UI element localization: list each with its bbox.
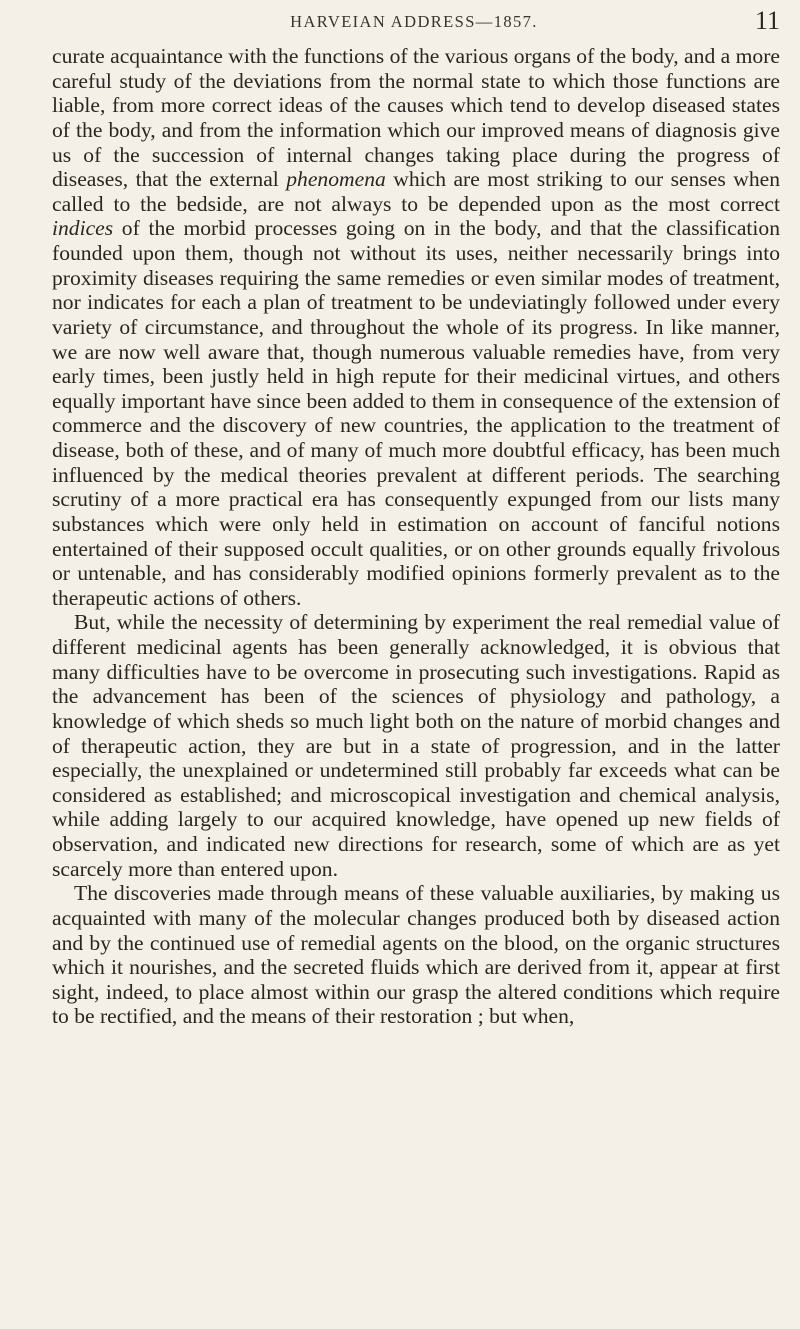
paragraph-2 [52,610,780,881]
text-run: The discoveries made through means of these valuable auxiliaries, by making us acquainted with many of the molecular changes produced both by diseased action and by the continued use of remedial agents on the blood, on the organic structures which it nourishes, and the secreted fluids which are derived from it, appear at first sight, indeed, to place almost within our grasp the altered conditions which require to be rectified, and the means of their restoration ; but when, [52,881,780,1029]
body-text [52,44,780,1029]
text-run: curate acquaintance with the functions of the various organs of the body, and a more careful study of the deviations from the normal state to which those functions are liable, from more correct ideas of the causes which tend to develop diseased states of the body, and from the information which our improved means of diagnosis give us of the succession of internal changes taking place during the progress of diseases, that the external [52,44,780,192]
text-run: of the morbid processes going on in the body, and that the classification founded upon them, though not without its uses, neither necessarily brings into proximity diseases requiring the same remedies or even similar modes of treatment, nor indicates for each a plan of treatment to be undeviatingly followed under every variety of circumstance, and throughout the whole of its progress. In like manner, we are now well aware that, though numerous valuable remedies have, from very early times, been justly held in high repute for their medicinal virtues, and others equally important have since been added to them in consequence of the extension of commerce and the discovery of new countries, the application to the treatment of disease, both of these, and of many of much more doubtful efficacy, has been much influenced by the medical theories prevalent at different periods. The searching scrutiny of a more practical era has consequently expunged from our lists many substances which were only held in estimation on account of fanciful notions entertained of their supposed occult qualities, or on other grounds equally frivolous or untenable, and has considerably modified opinions formerly prevalent as to the therapeutic actions of others. [52,216,780,610]
text-run: But, while the necessity of determining by experiment the real remedial value of different medicinal agents has been generally acknowledged, it is obvious that many difficulties have to be overcome in prosecuting such investigations. Rapid as the advancement has been of the sciences of physiology and pathology, a knowledge of which sheds so much light both on the nature of morbid changes and of therapeutic action, they are but in a state of progression, and in the latter especially, the unexplained or undetermined still probably far exceeds what can be considered as established; and microscopical investigation and chemical analysis, while adding largely to our acquired knowledge, have opened up new fields of observation, and indicated new directions for research, some of which are as yet scarcely more than entered upon. [52,610,780,881]
text-run: which are most striking to our senses when called to the bedside, are not always to be depended upon as the most correct [52,167,780,216]
running-title: HARVEIAN ADDRESS—1857. [290,12,538,31]
paragraph-3 [52,881,780,1029]
italic-term-phenomena: phenomena [286,167,386,192]
running-head [48,6,780,42]
paragraph-1 [52,44,780,610]
page-number: 11 [754,6,780,35]
italic-term-indices: indices [52,216,114,241]
